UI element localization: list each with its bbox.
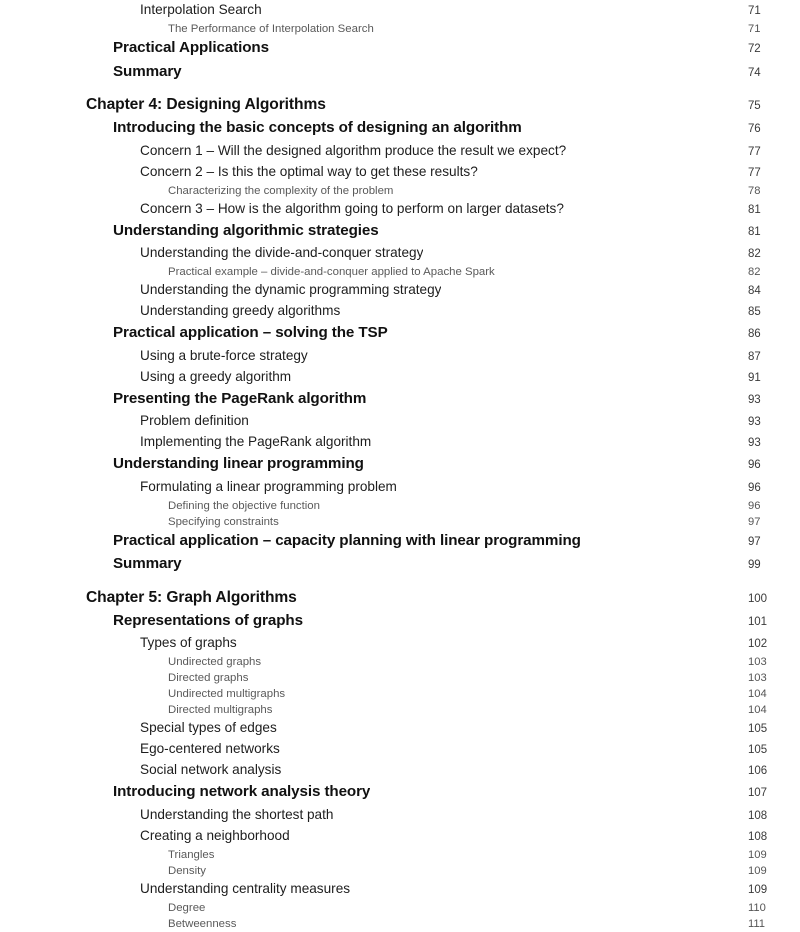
toc-entry[interactable] <box>0 686 800 702</box>
toc-entry-title: Practical application – capacity planning with linear programming <box>113 531 581 549</box>
toc-entry-title: Social network analysis <box>140 762 282 777</box>
toc-page-number: 105 <box>748 723 768 735</box>
toc-entry[interactable] <box>0 432 800 453</box>
toc-page-number: 96 <box>748 459 761 471</box>
toc-entry[interactable] <box>0 718 800 739</box>
toc-page-number: 96 <box>748 481 761 494</box>
toc-entry[interactable] <box>0 367 800 388</box>
toc-entry-title: Understanding the dynamic programming strategy <box>140 282 442 297</box>
toc-page-number: 103 <box>748 672 767 684</box>
toc-entry[interactable] <box>0 37 800 61</box>
toc-entry[interactable] <box>0 453 800 477</box>
toc-entry[interactable] <box>0 183 800 199</box>
toc-entry-title: Interpolation Search <box>140 2 262 17</box>
toc-page-number: 74 <box>748 66 761 79</box>
toc-entry-title: Introducing network analysis theory <box>113 783 371 800</box>
toc-page-number: 82 <box>748 248 761 260</box>
toc-entry-title: Presenting the PageRank algorithm <box>113 389 367 407</box>
toc-entry-title: Representations of graphs <box>113 611 303 629</box>
toc-page-number: 108 <box>748 830 768 843</box>
toc-entry[interactable] <box>0 220 800 244</box>
toc-entry[interactable] <box>0 916 800 932</box>
toc-page-number: 78 <box>748 184 761 197</box>
toc-entry[interactable] <box>0 94 800 117</box>
toc-entry-title: Defining the objective function <box>168 499 320 512</box>
toc-page-number: 76 <box>748 123 761 135</box>
toc-entry[interactable] <box>0 553 800 577</box>
toc-entry[interactable] <box>0 826 800 847</box>
toc-page-number: 101 <box>748 615 767 628</box>
toc-page-number: 109 <box>748 848 767 861</box>
toc-page-number: 105 <box>748 744 768 756</box>
toc-page-number: 77 <box>748 145 761 158</box>
toc-page-number: 93 <box>748 393 761 406</box>
toc-entry-title: Special types of edges <box>140 720 277 735</box>
toc-entry[interactable] <box>0 781 800 805</box>
toc-page-number: 104 <box>748 704 767 716</box>
toc-entry-title: Directed multigraphs <box>168 704 273 716</box>
toc-chapter-title: Chapter 5: Graph Algorithms <box>86 588 297 606</box>
toc-entry[interactable] <box>0 301 800 322</box>
toc-entry[interactable] <box>0 847 800 863</box>
toc-entry[interactable] <box>0 805 800 826</box>
toc-entry[interactable] <box>0 530 800 554</box>
toc-entry[interactable] <box>0 739 800 760</box>
toc-page-number: 107 <box>748 787 767 799</box>
toc-page-number: 77 <box>748 166 761 179</box>
toc-entry[interactable] <box>0 760 800 781</box>
toc-entry-title: Using a brute-force strategy <box>140 347 308 363</box>
toc-entry-title: Using a greedy algorithm <box>140 368 292 384</box>
toc-page-number: 91 <box>748 371 761 384</box>
toc-entry-title: Practical Applications <box>113 39 269 56</box>
toc-entry-title: Understanding the divide-and-conquer strategy <box>140 245 424 260</box>
toc-entry-title: Specifying constraints <box>168 515 279 528</box>
toc-page-number: 108 <box>748 809 768 822</box>
toc-entry[interactable] <box>0 346 800 367</box>
toc-entry-title: Concern 3 – How is the algorithm going to perform on larger datasets? <box>140 200 564 216</box>
toc-entry-title: Undirected graphs <box>168 656 262 668</box>
toc-entry[interactable] <box>0 322 800 346</box>
toc-entry-title: Problem definition <box>140 413 249 428</box>
toc-page-number: 111 <box>748 917 766 930</box>
toc-page-number: 75 <box>748 100 761 112</box>
toc-page-number: 109 <box>748 864 767 877</box>
toc-entry-title: Characterizing the complexity of the problem <box>168 184 394 197</box>
toc-entry-title: Degree <box>168 901 206 914</box>
toc-page-number: 81 <box>748 225 761 238</box>
toc-entry-title: Introducing the basic concepts of designing an algorithm <box>113 119 522 136</box>
toc-entry-title: Ego-centered networks <box>140 741 280 756</box>
toc-page-number: 97 <box>748 535 761 548</box>
toc-entry-title: Understanding greedy algorithms <box>140 303 341 318</box>
toc-entry[interactable] <box>0 117 800 141</box>
toc-page-number: 106 <box>748 765 768 777</box>
toc-page-number: 103 <box>748 656 767 668</box>
toc-entry[interactable] <box>0 61 800 85</box>
toc-entry-title: Undirected multigraphs <box>168 688 286 700</box>
toc-entry-title: Directed graphs <box>168 672 249 684</box>
toc-entry-title: Concern 2 – Is this the optimal way to get these results? <box>140 163 478 179</box>
toc-entry[interactable] <box>0 670 800 686</box>
toc-entry[interactable] <box>0 610 800 634</box>
toc-page-number: 86 <box>748 328 761 340</box>
toc-entry-title: Implementing the PageRank algorithm <box>140 434 372 449</box>
toc-entry[interactable] <box>0 411 800 432</box>
toc-page-number: 81 <box>748 203 761 216</box>
toc-chapter-title: Chapter 4: Designing Algorithms <box>86 96 326 113</box>
toc-entry-title: Understanding centrality measures <box>140 880 351 896</box>
toc-entry[interactable] <box>0 388 800 412</box>
toc-page-number: 84 <box>748 285 761 297</box>
toc-entry-title: Understanding the shortest path <box>140 806 334 822</box>
toc-entry[interactable] <box>0 280 800 301</box>
toc-entry-title: Practical example – divide-and-conquer applied to Apache Spark <box>168 266 495 278</box>
toc-entry[interactable] <box>0 477 800 498</box>
toc-entry-title: Concern 1 – Will the designed algorithm produce the result we expect? <box>140 142 567 158</box>
toc-entry[interactable] <box>0 141 800 162</box>
toc-entry-title: Summary <box>113 555 182 572</box>
toc-entry[interactable] <box>0 863 800 879</box>
toc-entry-title: Triangles <box>168 848 215 861</box>
toc-entry-title: Betweenness <box>168 917 237 930</box>
toc-page-number: 82 <box>748 266 761 278</box>
toc-entry[interactable] <box>0 879 800 900</box>
toc-entry[interactable] <box>0 243 800 264</box>
toc-entry[interactable] <box>0 498 800 514</box>
toc-page-number: 71 <box>748 5 761 17</box>
toc-page-number: 104 <box>748 688 767 700</box>
toc-entry[interactable] <box>0 633 800 654</box>
toc-page-number: 110 <box>748 901 766 914</box>
toc-entry-title: Understanding algorithmic strategies <box>113 221 379 239</box>
toc-page-number: 71 <box>748 23 761 35</box>
toc-entry-title: Summary <box>113 62 182 80</box>
toc-page-number: 87 <box>748 350 761 363</box>
toc-page-number: 96 <box>748 499 761 512</box>
toc-page-number: 99 <box>748 559 761 571</box>
toc-entry[interactable] <box>0 21 800 37</box>
toc-entry-title: Creating a neighborhood <box>140 827 290 843</box>
toc-page-number: 97 <box>748 515 761 528</box>
toc-page-number: 102 <box>748 638 768 650</box>
toc-entry-title: Formulating a linear programming problem <box>140 478 397 494</box>
toc-entry-title: The Performance of Interpolation Search <box>168 23 374 35</box>
toc-entry[interactable] <box>0 702 800 718</box>
toc-entry[interactable] <box>0 199 800 220</box>
toc-entry[interactable] <box>0 587 800 610</box>
toc-entry-title: Understanding linear programming <box>113 455 364 472</box>
toc-entry[interactable] <box>0 654 800 670</box>
toc-entry-title: Types of graphs <box>140 635 237 650</box>
toc-entry[interactable] <box>0 514 800 530</box>
toc-page-number: 72 <box>748 43 761 55</box>
toc-page-number: 93 <box>748 416 761 428</box>
toc-entry[interactable] <box>0 900 800 916</box>
toc-page-number: 85 <box>748 306 761 318</box>
toc-page-number: 109 <box>748 883 768 896</box>
toc-entry-title: Practical application – solving the TSP <box>113 324 388 341</box>
toc-page-number: 100 <box>748 592 767 605</box>
toc-entry[interactable] <box>0 264 800 280</box>
toc-page-number: 93 <box>748 437 761 449</box>
toc-entry[interactable] <box>0 162 800 183</box>
toc-entry[interactable] <box>0 0 800 21</box>
toc-entry-title: Density <box>168 864 206 877</box>
